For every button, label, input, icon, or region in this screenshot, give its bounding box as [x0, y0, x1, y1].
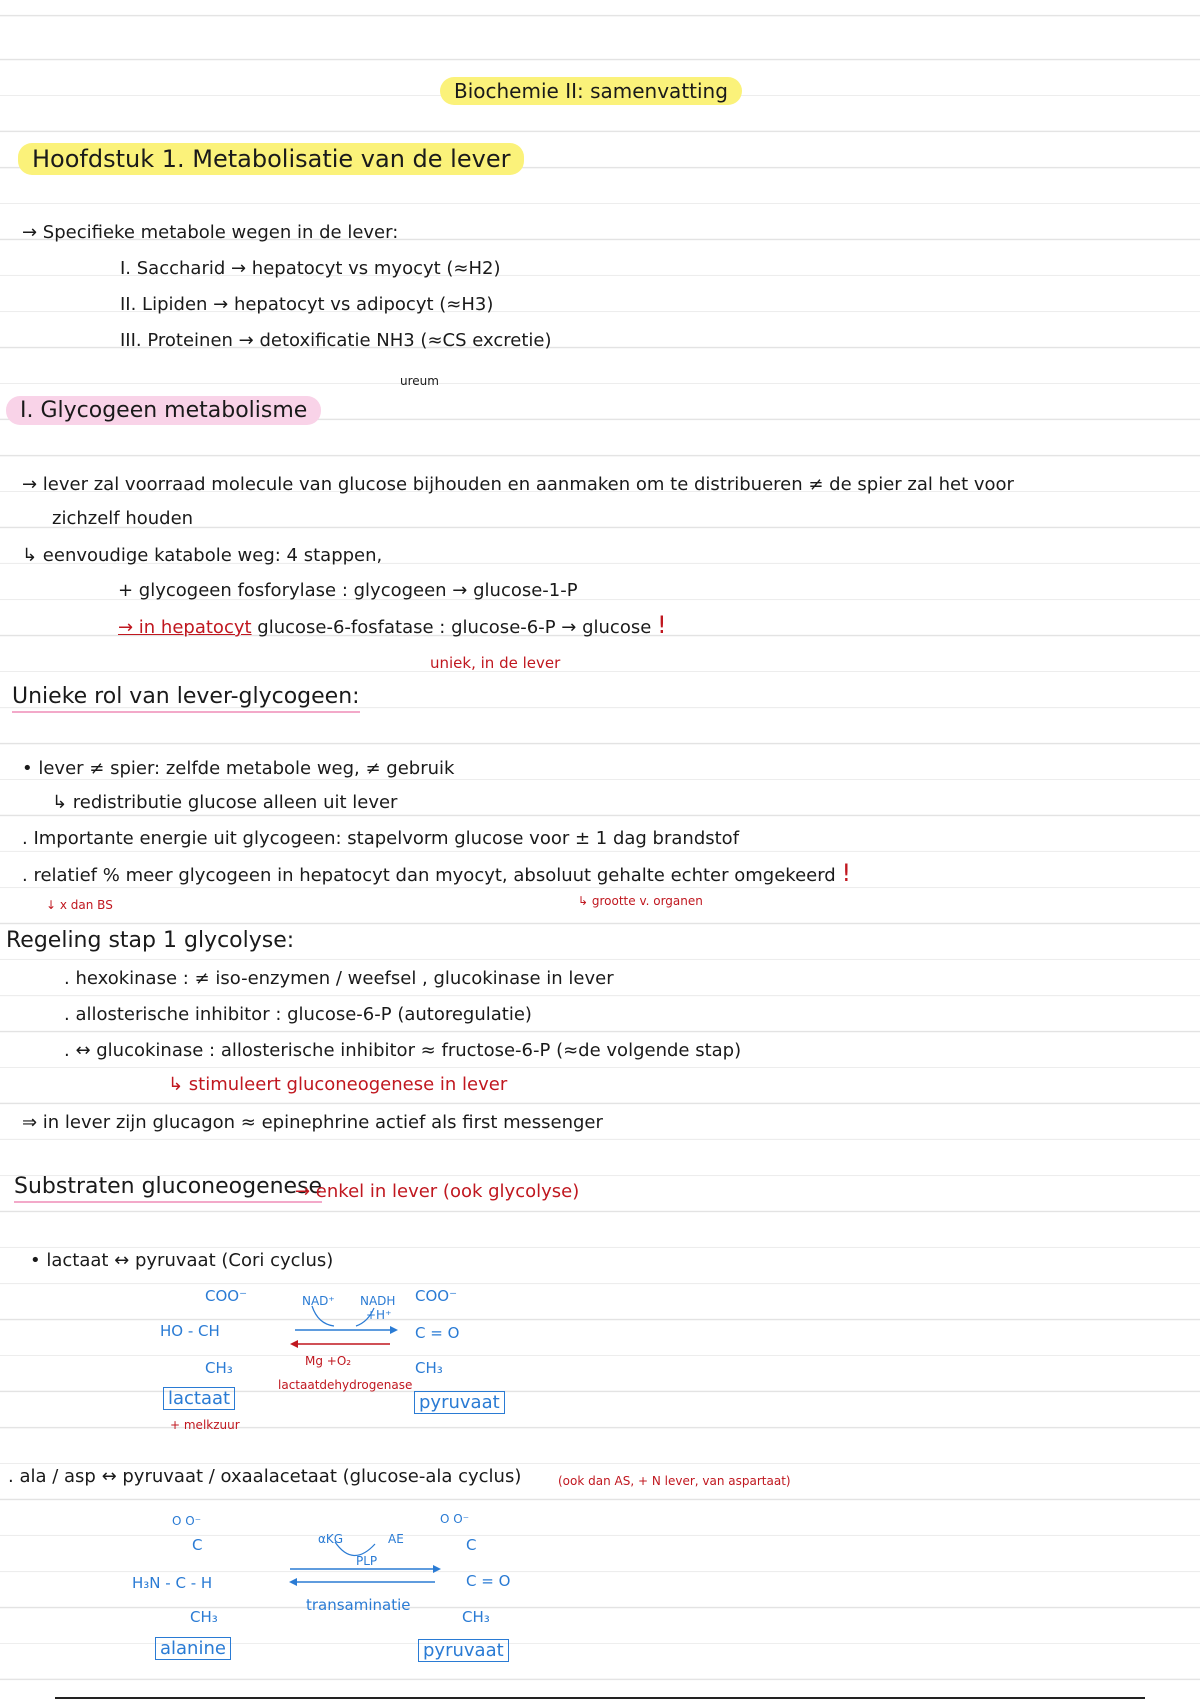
- text-line: . hexokinase : ≠ iso-enzymen / weefsel , glucokinase in lever: [64, 968, 614, 989]
- text-line: . ala / asp ↔ pyruvaat / oxaalacetaat (glucose-ala cyclus): [8, 1466, 522, 1487]
- text-line: • lactaat ↔ pyruvaat (Cori cyclus): [30, 1250, 334, 1271]
- pyruvate2-carbon: C: [466, 1536, 477, 1554]
- lactate-methyl: CH₃: [205, 1359, 233, 1377]
- section-heading: Substraten gluconeogenese: [14, 1176, 322, 1198]
- text-line: ↳ redistributie glucose alleen uit lever: [52, 792, 398, 813]
- red-note: ↓ x dan BS: [46, 898, 113, 912]
- red-note: → enkel in lever (ook glycolyse): [295, 1181, 580, 1202]
- bottom-rule: [55, 1697, 1145, 1699]
- pyruvate2-label: pyruvaat: [418, 1640, 509, 1662]
- chapter-heading: Hoofdstuk 1. Metabolisatie van de lever: [18, 148, 524, 170]
- ae-label: AE: [388, 1532, 404, 1546]
- intro-heading: → Specifieke metabole wegen in de lever:: [22, 222, 399, 243]
- text-line: • lever ≠ spier: zelfde metabole weg, ≠ gebruik: [22, 758, 455, 779]
- transamination-label: transaminatie: [306, 1596, 411, 1614]
- red-note: uniek, in de lever: [430, 654, 561, 672]
- pyruvate2-methyl: CH₃: [462, 1608, 490, 1626]
- nad-label: NAD⁺: [302, 1294, 335, 1308]
- arrow-below: Mg +O₂: [305, 1354, 352, 1368]
- section-heading: Unieke rol van lever-glycogeen:: [12, 686, 360, 708]
- intro-item: II. Lipiden → hepatocyt vs adipocyt (≈H3): [120, 294, 494, 315]
- proton-label: +H⁺: [366, 1308, 392, 1322]
- alanine-alpha: H₃N - C - H: [132, 1574, 213, 1592]
- page-title: Biochemie II: samenvatting: [440, 80, 742, 102]
- red-note: ↳ stimuleert gluconeogenese in lever: [168, 1074, 508, 1095]
- alanine-carboxyl: O O⁻: [172, 1514, 202, 1528]
- text-line: ⇒ in lever zijn glucagon ≈ epinephrine actief als first messenger: [22, 1112, 603, 1133]
- alanine-methyl: CH₃: [190, 1608, 218, 1626]
- text-line: . ↔ glucokinase : allosterische inhibitor ≈ fructose-6-P (≈de volgende stap): [64, 1040, 742, 1061]
- text-line: . Importante energie uit glycogeen: stapelvorm glucose voor ± 1 dag brandstof: [22, 828, 740, 849]
- red-note: ↳ grootte v. organen: [578, 894, 703, 908]
- nadh-label: NADH: [360, 1294, 396, 1308]
- enzyme-label: lactaatdehydrogenase: [278, 1378, 413, 1392]
- alanine-carbon: C: [192, 1536, 203, 1554]
- text-line: . allosterische inhibitor : glucose-6-P (autoregulatie): [64, 1004, 532, 1025]
- pyruvate2-keto: C = O: [466, 1572, 511, 1590]
- pyruvate-carboxyl: COO⁻: [415, 1287, 458, 1305]
- akg-label: αKG: [318, 1532, 344, 1546]
- pyruvate-keto: C = O: [415, 1324, 460, 1342]
- transamination-arrow: [285, 1540, 445, 1590]
- lactate-carboxyl: COO⁻: [205, 1287, 248, 1305]
- pyruvate-label: pyruvaat: [414, 1392, 505, 1414]
- red-note: (ook dan AS, + N lever, van aspartaat): [558, 1474, 791, 1488]
- intro-item: III. Proteinen → detoxificatie NH3 (≈CS excretie): [120, 330, 552, 351]
- pyruvate2-carboxyl: O O⁻: [440, 1512, 470, 1526]
- intro-item: I. Saccharid → hepatocyt vs myocyt (≈H2): [120, 258, 501, 279]
- text-line: → in hepatocyt glucose-6-fosfatase : glucose-6-P → glucose !: [118, 611, 667, 639]
- text-line: ↳ eenvoudige katabole weg: 4 stappen,: [22, 545, 383, 566]
- plp-label: PLP: [356, 1554, 378, 1568]
- text-line: . relatief % meer glycogeen in hepatocyt dan myocyt, absoluut gehalte echter omgekeerd !: [22, 859, 852, 887]
- text-line: zichzelf houden: [52, 508, 194, 529]
- text-line: + glycogeen fosforylase : glycogeen → glucose-1-P: [118, 580, 578, 601]
- pyruvate-methyl: CH₃: [415, 1359, 443, 1377]
- text-line: → lever zal voorraad molecule van glucose bijhouden en aanmaken om te distribueren ≠ de spier zal het voor: [22, 474, 1014, 495]
- lactate-label: lactaat: [163, 1388, 235, 1410]
- lactate-note: + melkzuur: [170, 1418, 240, 1432]
- section-heading: I. Glycogeen metabolisme: [6, 400, 321, 422]
- alanine-label: alanine: [155, 1638, 231, 1660]
- section-heading: Regeling stap 1 glycolyse:: [6, 928, 295, 953]
- ureum-note: ureum: [400, 374, 439, 388]
- lactate-alcohol: HO - CH: [160, 1322, 220, 1340]
